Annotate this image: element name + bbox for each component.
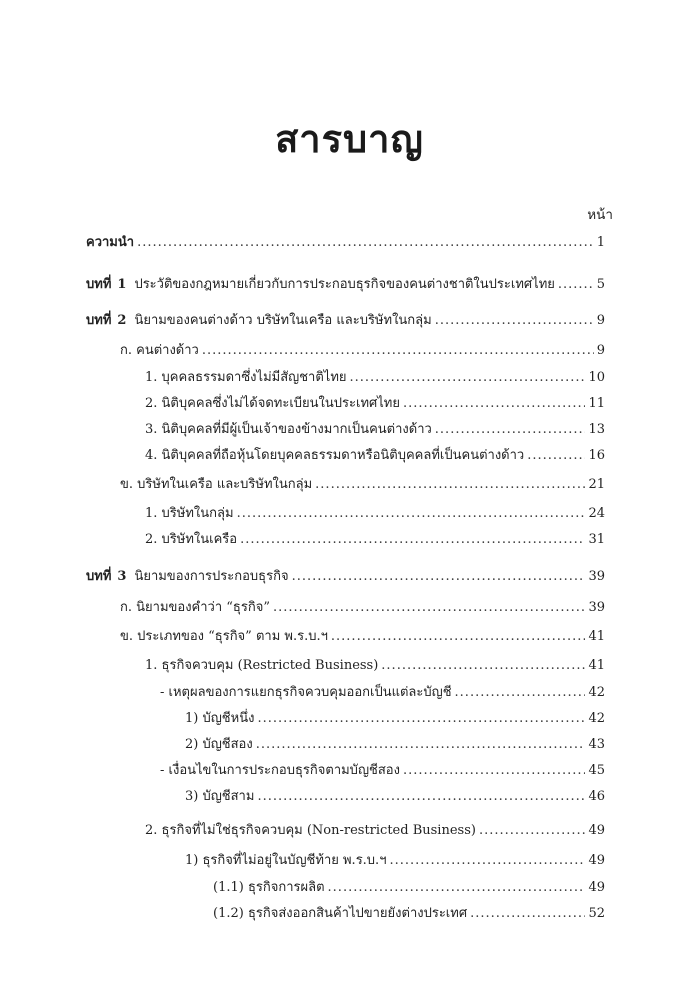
toc-entry-text: 2. นิติบุคคลซึ่งไม่ได้จดทะเบียนในประเทศไทย [145, 396, 400, 411]
dot-leader [435, 310, 594, 332]
page-number: 52 [588, 906, 605, 921]
toc-entry[interactable] [0, 274, 699, 296]
dot-leader [527, 445, 585, 467]
toc-entry-label [145, 655, 378, 677]
dot-leader [292, 566, 586, 588]
dot-leader [435, 419, 586, 441]
dot-leader [137, 232, 594, 254]
toc-entry-text: 4. นิติบุคคลที่ถือหุ้นโดยบุคคลธรรมดาหรือนิติบุคคลที่เป็นคนต่างด้าว [145, 448, 525, 463]
toc-entry-text: 2. บริษัทในเครือ [145, 532, 238, 547]
page-number: 5 [596, 277, 605, 292]
toc-entry-label [145, 367, 347, 389]
toc-entry[interactable] [0, 597, 699, 619]
dot-leader [240, 529, 585, 551]
toc-entry[interactable] [0, 682, 699, 704]
toc-entry-label [185, 786, 254, 808]
page-number: 49 [588, 880, 605, 895]
page-number: 16 [588, 448, 605, 463]
toc-entry-label [86, 566, 289, 588]
dot-leader [403, 760, 586, 782]
toc-entry[interactable] [0, 474, 699, 496]
toc-entry-label [160, 682, 452, 704]
chapter-prefix: บทที่ [86, 277, 112, 292]
page-number: 49 [588, 853, 605, 868]
toc-entry-label [145, 820, 476, 842]
dot-leader [273, 597, 585, 619]
page-number: 11 [588, 396, 605, 411]
dot-leader [381, 655, 585, 677]
toc-entry-label [185, 708, 254, 730]
toc-entry-text: 1. บุคคลธรรมดาซึ่งไม่มีสัญชาติไทย [145, 370, 347, 385]
chapter-prefix: บทที่ [86, 313, 112, 328]
dot-leader [257, 708, 585, 730]
page-number: 42 [588, 685, 605, 700]
page-number: 39 [588, 569, 605, 584]
page-number: 49 [588, 823, 605, 838]
toc-entry-label [120, 474, 312, 496]
toc-entry[interactable] [0, 503, 699, 525]
toc-entry-label [213, 903, 467, 925]
page-number: 41 [588, 658, 605, 673]
toc-entry[interactable] [0, 340, 699, 362]
page-number: 41 [588, 629, 605, 644]
page-number: 1 [596, 235, 605, 250]
toc-entry-text: ก. นิยามของคำว่า “ธุรกิจ” [120, 600, 270, 615]
dot-leader [455, 682, 586, 704]
toc-entry-text: ข. บริษัทในเครือ และบริษัทในกลุ่ม [120, 477, 313, 492]
toc-entry-text: นิยามของการประกอบธุรกิจ [134, 569, 289, 584]
dot-leader [237, 503, 586, 525]
page-number: 13 [588, 422, 605, 437]
toc-entry[interactable] [0, 708, 699, 730]
toc-entry-text: (1.1) ธุรกิจการผลิต [213, 880, 325, 895]
toc-entry-label [120, 340, 199, 362]
toc-entry-text: 2) บัญชีสอง [185, 737, 253, 752]
toc-entry[interactable] [0, 367, 699, 389]
chapter-number: 1 [117, 277, 127, 292]
toc-entry-text: ความนำ [86, 235, 135, 250]
page-number: 45 [588, 763, 605, 778]
page-number: 24 [588, 506, 605, 521]
chapter-number: 3 [117, 569, 127, 584]
toc-entry-text: 1. ธุรกิจควบคุม (Restricted Business) [145, 658, 379, 673]
page-number: 39 [588, 600, 605, 615]
toc-entry[interactable] [0, 734, 699, 756]
dot-leader [328, 877, 586, 899]
toc-entry-text: - เหตุผลของการแยกธุรกิจควบคุมออกเป็นแต่ละบัญชี [160, 685, 452, 700]
toc-entry[interactable] [0, 760, 699, 782]
toc-entry-label [86, 232, 134, 254]
toc-entry[interactable] [0, 786, 699, 808]
toc-entry[interactable] [0, 655, 699, 677]
chapter-number: 2 [117, 313, 127, 328]
dot-leader [470, 903, 585, 925]
chapter-prefix: บทที่ [86, 569, 112, 584]
dot-leader [479, 820, 586, 842]
toc-entry[interactable] [0, 877, 699, 899]
page-number: 10 [588, 370, 605, 385]
toc-entry[interactable] [0, 566, 699, 588]
page-number: 21 [588, 477, 605, 492]
toc-entry-text: นิยามของคนต่างด้าว บริษัทในเครือ และบริษัทในกลุ่ม [134, 313, 432, 328]
page-number: 46 [588, 789, 605, 804]
toc-entry-label [120, 626, 328, 648]
dot-leader [256, 734, 586, 756]
page-number: 9 [596, 313, 605, 328]
toc-entry-text: 3. นิติบุคคลที่มีผู้เป็นเจ้าของข้างมากเป็นคนต่างด้าว [145, 422, 432, 437]
dot-leader [403, 393, 585, 415]
page-number: 43 [588, 737, 605, 752]
dot-leader [202, 340, 594, 362]
toc-entry[interactable] [0, 445, 699, 467]
page-number: 42 [588, 711, 605, 726]
toc-entry[interactable] [0, 393, 699, 415]
dot-leader [331, 626, 586, 648]
toc-entry[interactable] [0, 903, 699, 925]
toc-entry-text: 2. ธุรกิจที่ไม่ใช่ธุรกิจควบคุม (Non-restricted Business) [145, 823, 476, 838]
toc-entry[interactable] [0, 529, 699, 551]
toc-entry-label [86, 274, 555, 296]
dot-leader [390, 850, 586, 872]
toc-entry[interactable] [0, 820, 699, 842]
toc-entry-label [145, 529, 237, 551]
toc-entry-label [145, 445, 524, 467]
toc-entry-label [145, 419, 432, 441]
page-number: 9 [596, 343, 605, 358]
toc-entry-label [86, 310, 432, 332]
toc-entry[interactable] [0, 310, 699, 332]
toc-entry-label [160, 760, 400, 782]
toc-entry-text: 1) ธุรกิจที่ไม่อยู่ในบัญชีท้าย พ.ร.บ.ฯ [185, 853, 387, 868]
toc-entry[interactable] [0, 232, 699, 254]
dot-leader [350, 367, 586, 389]
toc-entry-text: 1. บริษัทในกลุ่ม [145, 506, 234, 521]
page-title: สารบาญ [275, 116, 424, 161]
dot-leader [257, 786, 585, 808]
toc-entry[interactable] [0, 626, 699, 648]
toc-entry-label [185, 850, 387, 872]
toc-entry-label [213, 877, 325, 899]
dot-leader [558, 274, 594, 296]
dot-leader [315, 474, 585, 496]
toc-entry-text: 3) บัญชีสาม [185, 789, 255, 804]
toc-entry-label [145, 393, 400, 415]
toc-entry-text: (1.2) ธุรกิจส่งออกสินค้าไปขายยังต่างประเทศ [213, 906, 468, 921]
toc-entry-text: ก. คนต่างด้าว [120, 343, 199, 358]
toc-entry-text: ประวัติของกฎหมายเกี่ยวกับการประกอบธุรกิจของคนต่างชาติในประเทศไทย [134, 277, 555, 292]
page-column-label: หน้า [587, 207, 613, 223]
toc-entry-label [185, 734, 253, 756]
toc-entry-label [145, 503, 234, 525]
toc-entry-label [120, 597, 270, 619]
toc-entry-text: - เงื่อนไขในการประกอบธุรกิจตามบัญชีสอง [160, 763, 400, 778]
page-number: 31 [588, 532, 605, 547]
toc-entry-text: 1) บัญชีหนึ่ง [185, 711, 255, 726]
toc-entry-text: ข. ประเภทของ “ธุรกิจ” ตาม พ.ร.บ.ฯ [120, 629, 328, 644]
toc-entry[interactable] [0, 850, 699, 872]
toc-entry[interactable] [0, 419, 699, 441]
